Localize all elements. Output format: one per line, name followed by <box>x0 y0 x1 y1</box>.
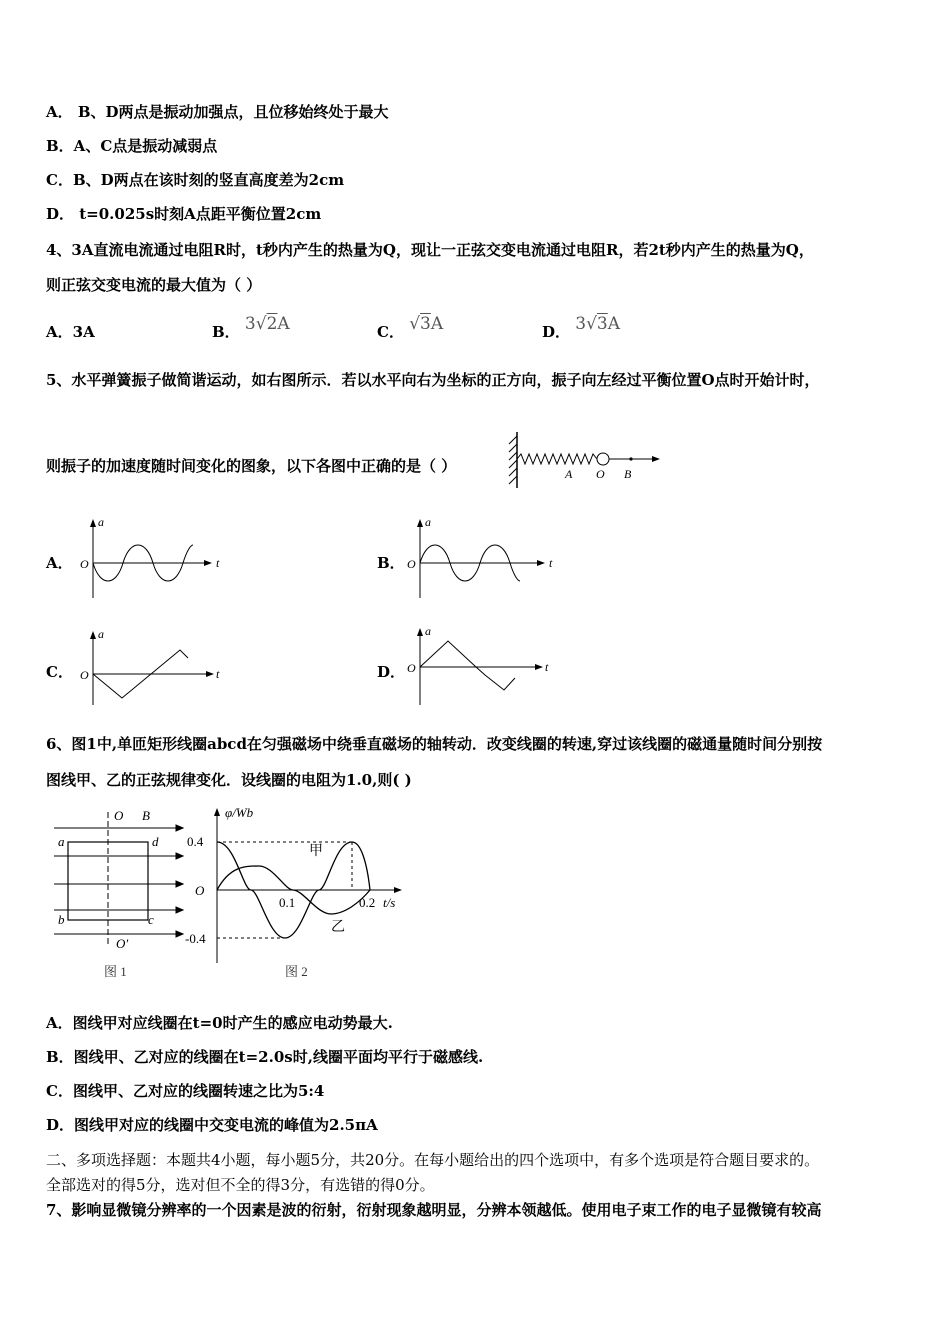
q4-option-c-label: C． <box>377 323 404 341</box>
q4-option-b <box>212 314 290 342</box>
fig2-xtick-1: 0.1 <box>279 895 296 910</box>
fig1-label-c: c <box>148 912 154 927</box>
axis-t-label: t <box>545 660 549 674</box>
q5-graph-a <box>78 513 238 603</box>
axis-t-label: t <box>216 667 220 681</box>
q5-option-d-label: D． <box>377 663 406 681</box>
q4-option-b-radicand: 2 <box>266 314 278 334</box>
q5-graph-d <box>405 622 565 710</box>
fig1-label-b-field: B <box>142 808 150 823</box>
q4-option-b-label: B． <box>212 323 240 341</box>
fig2-ytick-bottom: -0.4 <box>185 931 206 946</box>
q6-option-b: B．图线甲、乙对应的线圈在t=2.0s时,线圈平面均平行于磁感线. <box>46 1048 484 1066</box>
q4-option-d-unit: A <box>607 314 621 334</box>
q4-option-d-label: D． <box>542 323 571 341</box>
q4-option-c-value: √3A <box>409 314 444 334</box>
q4-option-d-coef: 3 <box>575 314 587 334</box>
fig2-origin: O <box>195 883 205 898</box>
q6-option-d: D．图线甲对应的线圈中交变电流的峰值为2.5πA <box>46 1116 378 1134</box>
fig1-label-d: d <box>152 834 159 849</box>
section2-heading-line2: 全部选对的得5分，选对但不全的得3分，有选错的得0分。 <box>46 1176 435 1194</box>
fig2-xtick-2: 0.2 <box>359 895 376 910</box>
origin-label: O <box>80 668 89 682</box>
axis-a-arrowhead <box>90 631 96 639</box>
axis-a-arrowhead <box>417 519 423 527</box>
q6-figure-1 <box>52 806 187 986</box>
origin-label: O <box>407 557 416 571</box>
axis-phi-arrowhead <box>214 808 220 816</box>
section2-heading-line1: 二、多项选择题：本题共4小题，每小题5分，共20分。在每小题给出的四个选项中，有多个选项是符合题目要求的。 <box>46 1151 820 1169</box>
axis-a-label: a <box>98 627 104 641</box>
spring-label-o: O <box>596 467 605 481</box>
axis-a-label: a <box>425 515 431 529</box>
q6-stem-line1: 6、图1中,单匝矩形线圈abcd在匀强磁场中绕垂直磁场的轴转动．改变线圈的转速,穿过该线圈的磁通量随时间分别按 <box>46 735 823 753</box>
q4-option-b-unit: A <box>277 314 290 334</box>
q4-stem-line1: 4、3A直流电流通过电阻R时，t秒内产生的热量为Q，现让一正弦交变电流通过电阻R，若2t秒内产生的热量为Q， <box>46 241 814 259</box>
origin-label: O <box>80 557 89 571</box>
fig2-ylabel: φ/Wb <box>225 805 254 820</box>
spring-label-b: B <box>624 467 632 481</box>
axis-t-arrowhead <box>537 560 545 566</box>
q7-stem-line1: 7、影响显微镜分辨率的一个因素是波的衍射，衍射现象越明显，分辨本领越低。使用电子束工作的电子显微镜有较高 <box>46 1201 822 1219</box>
q4-option-d-value: 3√3A <box>575 314 621 334</box>
axis-a-arrowhead <box>90 519 96 527</box>
fig1-label-b: b <box>58 912 65 927</box>
oscillator-ball <box>597 453 609 465</box>
axis-t-arrowhead <box>535 664 543 670</box>
q4-option-b-coef: 3 <box>244 314 256 334</box>
origin-label: O <box>407 661 416 675</box>
fig1-caption: 图 1 <box>104 964 127 979</box>
q4-option-d <box>542 314 621 342</box>
q3-option-b: B．A、C点是振动减弱点 <box>46 137 218 155</box>
q6-option-a: A．图线甲对应线圈在t=0时产生的感应电动势最大. <box>46 1014 393 1032</box>
q5-graph-b <box>405 513 570 603</box>
q3-option-a: A． B、D两点是振动加强点，且位移始终处于最大 <box>46 103 389 121</box>
q6-option-c: C．图线甲、乙对应的线圈转速之比为5:4 <box>46 1082 325 1100</box>
axis-a-arrowhead <box>417 628 423 636</box>
fig2-label-jia: 甲 <box>309 844 323 859</box>
spring-coil <box>517 454 597 464</box>
fig2-caption: 图 2 <box>285 964 308 979</box>
axis-t-arrowhead <box>204 560 212 566</box>
q4-option-c-unit: A <box>430 314 444 334</box>
q5-stem-line2: 则振子的加速度随时间变化的图象，以下各图中正确的是（ ） <box>46 457 457 475</box>
axis-t-label: t <box>216 556 220 570</box>
q6-figure-2 <box>185 803 410 988</box>
axis-a-label: a <box>98 515 104 529</box>
point-b-dot <box>629 457 632 460</box>
axis-a-label: a <box>425 624 431 638</box>
q4-option-c-radicand: 3 <box>420 314 431 334</box>
q5-stem-line1: 5、水平弹簧振子做简谐运动，如右图所示．若以水平向右为坐标的正方向，振子向左经过平衡位置O点时开始计时， <box>46 371 820 389</box>
q3-option-d: D． t=0.025s时刻A点距平衡位置2cm <box>46 205 322 223</box>
fig2-xlabel: t/s <box>383 895 396 910</box>
q4-option-b-value: 3√2A <box>244 314 290 334</box>
q4-option-a: A．3A <box>46 323 95 341</box>
q4-option-c <box>377 314 444 342</box>
triangle-wave <box>420 641 515 690</box>
spring-oscillator-figure <box>505 428 665 490</box>
axis-t-arrowhead <box>394 887 402 893</box>
q5-option-c-label: C． <box>46 663 73 681</box>
fig1-label-a: a <box>58 834 65 849</box>
spring-label-a: A <box>565 467 573 481</box>
wall-hatch <box>509 436 517 484</box>
fig2-ytick-top: 0.4 <box>187 834 204 849</box>
axis-t-label: t <box>549 556 553 570</box>
fig1-label-o-prime: O′ <box>116 936 129 951</box>
q6-stem-line2: 图线甲、乙的正弦规律变化．设线圈的电阻为1.0,则( ) <box>46 771 412 789</box>
q3-option-c: C．B、D两点在该时刻的竖直高度差为2cm <box>46 171 345 189</box>
q4-option-d-radicand: 3 <box>596 314 608 334</box>
fig1-label-o: O <box>114 808 124 823</box>
axis-arrowhead <box>652 456 660 462</box>
fig2-label-yi: 乙 <box>331 920 345 935</box>
q4-stem-line2: 则正弦交变电流的最大值为（ ） <box>46 276 262 294</box>
axis-t-arrowhead <box>206 671 214 677</box>
q5-option-b-label: B． <box>377 554 405 572</box>
q5-graph-c <box>78 625 238 710</box>
q5-option-a-label: A． <box>46 554 73 572</box>
